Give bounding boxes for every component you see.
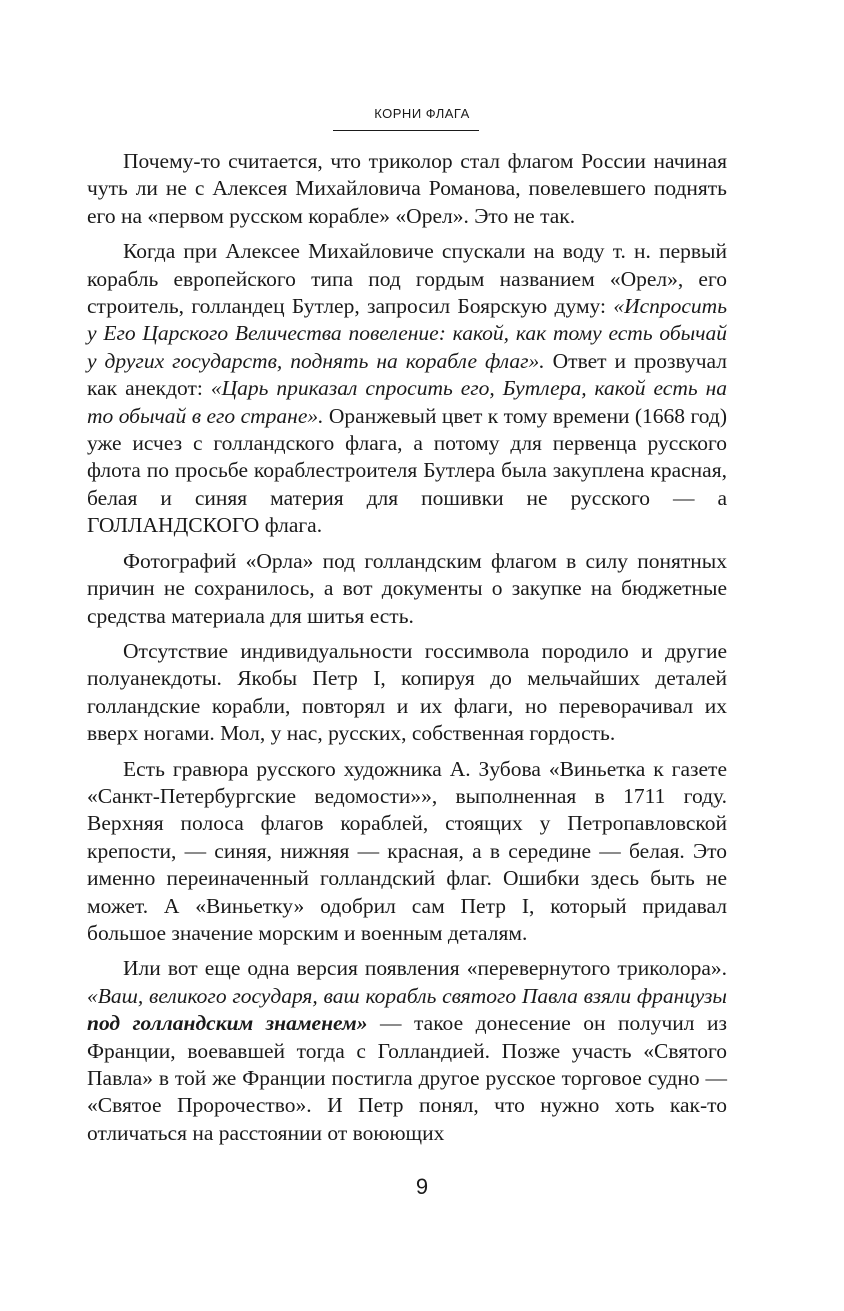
italic-quote: «Ваш, великого государя, ваш корабль святого Павла взяли французы — [87, 983, 727, 1008]
paragraph-1 — [87, 148, 727, 230]
paragraph-4 — [87, 638, 727, 748]
running-head-title: КОРНИ ФЛАГА — [374, 106, 470, 121]
italic-quote: «Испросить у Его Царского Величества повеление: какой, как тому есть обычай у других государств, поднять на корабле флаг». — [87, 294, 727, 373]
paragraph-text: Или вот еще одна версия появления «перевернутого триколора». — [123, 956, 727, 981]
paragraph-text: Оранжевый цвет к тому времени (1668 год) уже исчез с голландского флага, а потому для первенца русского флота по просьбе кораблестроителя Бутлера была закуплена красная, белая и синяя материя для пошивки не русского — а ГОЛЛАНДСКОГО флага. — [87, 403, 727, 538]
italic-quote: «Царь приказал спросить его, Бутлера, какой есть на то обычай в его стране». — [87, 376, 728, 428]
paragraph-3 — [87, 548, 727, 630]
paragraph-text: Когда при Алексее Михайловиче спускали на воду т. н. первый корабль европейского типа под гордым названием «Орел», его строитель, голландец Бутлер, запросил Боярскую думу: — [87, 239, 727, 319]
bold-italic-quote: под голландским знаменем» — [87, 1011, 368, 1036]
page-number: 9 — [415, 1174, 429, 1199]
paragraph-text: Есть гравюра русского художника А. Зубова «Виньетка к газете «Санкт-Петербургские ведомости»», выполненная в 1711 году. Верхняя полоса флагов кораблей, стоящих у Петропавловской крепости, — синяя, нижняя — красная, а в середине — белая. Это именно переиначенный голландский флаг. Ошибки здесь быть не может. А «Виньетку» одобрил сам Петр I, который придавал большое значение морским и военным деталям. — [87, 756, 727, 945]
paragraph-text: — такое донесение он получил из Франции, воевавшей тогда с Голландией. Позже участь «Святого Павла» в той же Франции постигла другое русское торговое судно — «Святое Пророчество». И Петр понял, что нужно хоть как-то отличаться на расстоянии от воюющих — [87, 1011, 727, 1145]
paragraph-text: Ответ и прозвучал как анекдот: — [87, 348, 727, 401]
paragraph-text: Отсутствие индивидуальности госсимвола породило и другие полуанекдоты. Якобы Петр I, копируя до мельчайших деталей голландские корабли, повторял и их флаги, но переворачивал их вверх ногами. Мол, у нас, русских, собственная гордость. — [87, 638, 727, 746]
running-head — [0, 106, 844, 121]
running-head-rule — [333, 130, 479, 131]
paragraph-2 — [87, 238, 727, 539]
body-text — [87, 148, 727, 1147]
paragraph-6 — [87, 955, 727, 1147]
paragraph-text: Фотографий «Орла» под голландским флагом в силу понятных причин не сохранилось, а вот документы о закупке на бюджетные средства материала для шитья есть. — [87, 548, 727, 628]
paragraph-text: Почему-то считается, что триколор стал флагом России начиная чуть ли не с Алексея Михайловича Романова, повелевшего поднять его на «первом русском корабле» «Орел». Это не так. — [87, 149, 727, 228]
paragraph-5 — [87, 756, 727, 948]
